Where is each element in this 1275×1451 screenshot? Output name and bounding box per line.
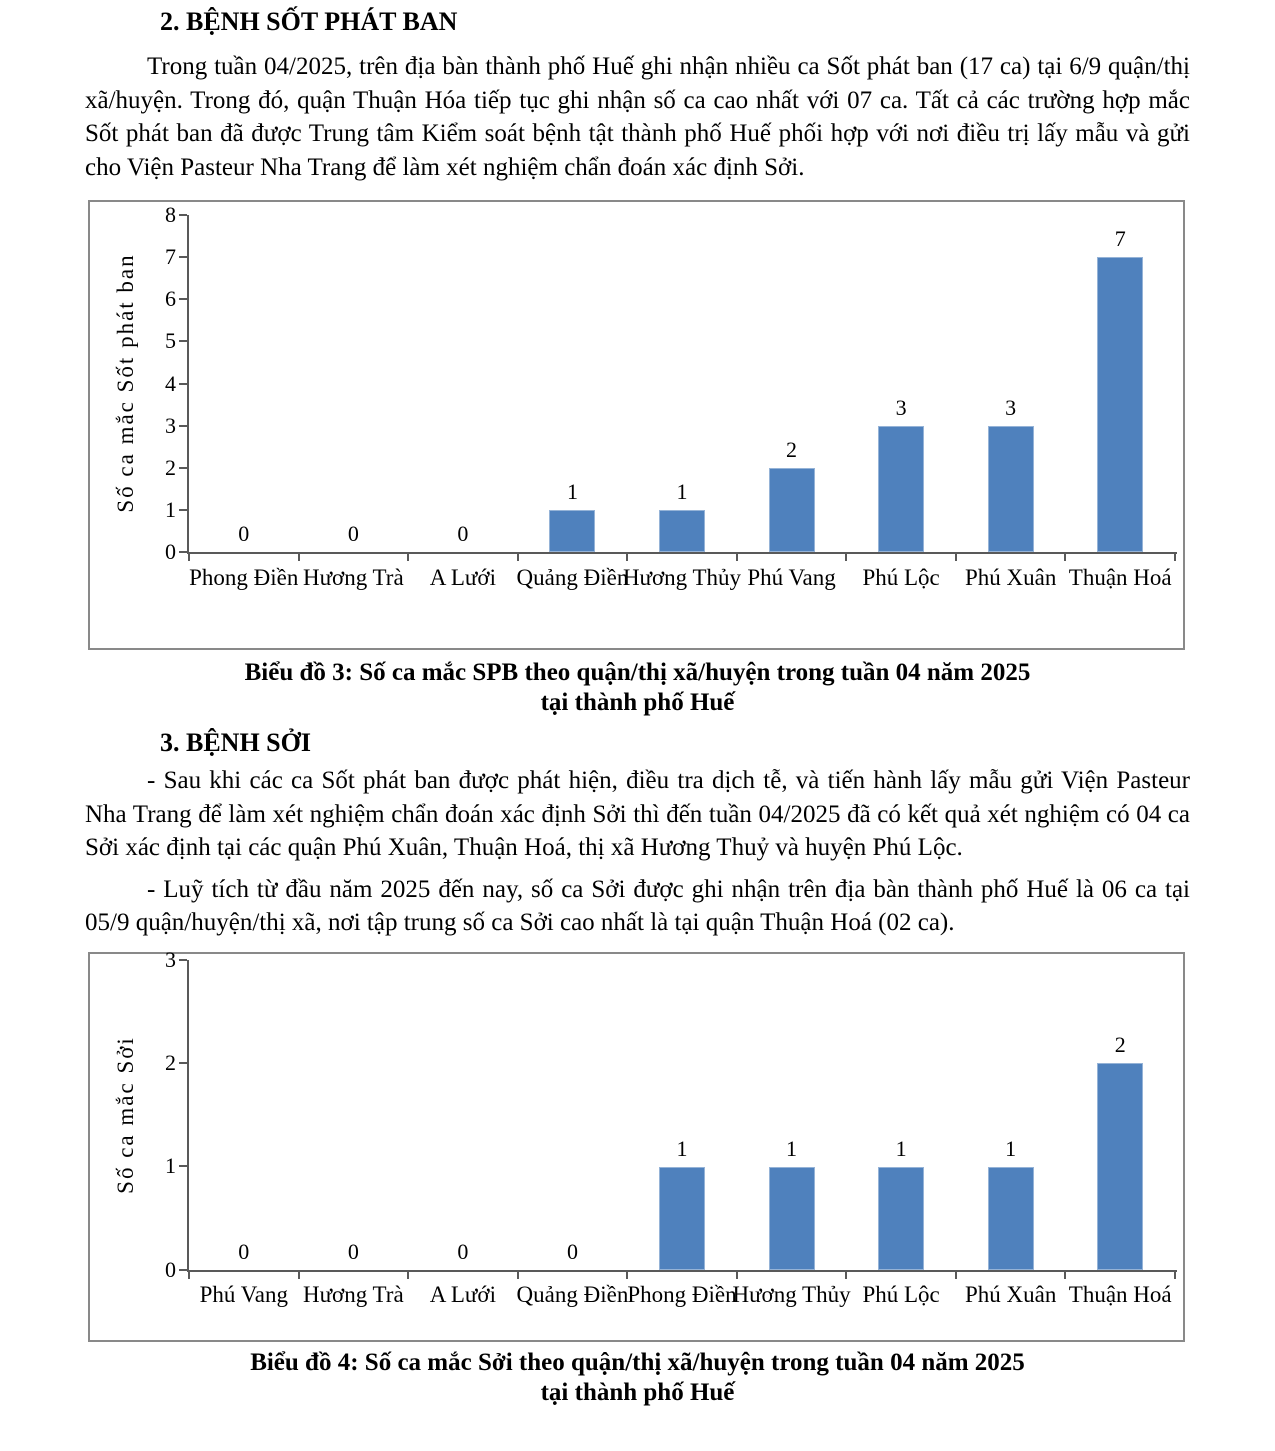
section-heading-soi: 3. BỆNH SỞI (160, 728, 311, 757)
chart-3-caption-line1: Biểu đồ 3: Số ca mắc SPB theo quận/thị xã/huyện trong tuần 04 năm 2025 (244, 659, 1031, 686)
x-tick (626, 1272, 628, 1279)
y-tick (179, 1062, 187, 1064)
y-axis-title: Số ca mắc Sởi (113, 1035, 138, 1194)
y-tick-label: 3 (165, 412, 176, 438)
y-tick (179, 1165, 187, 1167)
chart-4-caption-line2: tại thành phố Huế (540, 1378, 735, 1406)
chart-3-caption-line2: tại thành phố Huế (540, 689, 735, 716)
x-tick (1174, 1272, 1176, 1279)
bar-value-label: 1 (566, 479, 578, 504)
bar (1097, 1063, 1143, 1270)
category-label: Phú Lộc (862, 565, 940, 590)
y-tick-label: 1 (165, 496, 176, 522)
y-tick-label: 0 (165, 1256, 176, 1282)
category-label: Phú Xuân (964, 565, 1057, 590)
category-label: Hương Thủy (732, 1281, 851, 1307)
x-tick (1064, 1272, 1066, 1279)
x-tick (517, 1272, 519, 1279)
y-tick-label: 5 (165, 328, 176, 354)
chart-plot-area (90, 946, 1183, 1340)
bar-value-label: 1 (676, 1135, 688, 1161)
category-label: Hương Trà (302, 1281, 404, 1307)
y-tick-label: 0 (165, 539, 176, 564)
y-tick (179, 509, 187, 511)
category-label: A Lưới (429, 1281, 496, 1307)
chart-spb-by-district (88, 200, 1185, 650)
category-label: Phong Điền (189, 565, 299, 590)
y-tick (179, 959, 187, 961)
x-tick (407, 1272, 409, 1279)
category-label: Phú Lộc (862, 1281, 940, 1307)
section-heading-sot-phat-ban: 2. BỆNH SỐT PHÁT BAN (160, 7, 458, 36)
chart-plot-area (90, 202, 1183, 648)
bar-value-label: 0 (566, 1238, 578, 1264)
x-tick (188, 1272, 190, 1279)
y-tick (179, 256, 187, 258)
bar-value-label: 1 (895, 1135, 907, 1161)
category-label: Hương Thủy (622, 565, 742, 590)
chart-3-caption (85, 658, 1190, 718)
chart-soi-by-district (88, 946, 1185, 1342)
category-label: A Lưới (429, 565, 496, 590)
x-tick (845, 554, 847, 561)
bar (769, 1167, 815, 1270)
y-tick (179, 383, 187, 385)
x-tick (736, 1272, 738, 1279)
bar-value-label: 0 (457, 521, 469, 546)
x-tick (1174, 554, 1176, 561)
bar-value-label: 3 (1005, 395, 1017, 420)
bar-value-label: 0 (457, 1238, 469, 1264)
bar (878, 426, 924, 552)
bar (1097, 257, 1143, 552)
x-tick (845, 1272, 847, 1279)
x-tick (626, 554, 628, 561)
x-axis-line (187, 552, 1177, 554)
bar-value-label: 1 (786, 1135, 798, 1161)
bar-value-label: 1 (1005, 1135, 1017, 1161)
y-tick-label: 2 (165, 454, 176, 480)
x-tick (298, 554, 300, 561)
y-tick (179, 425, 187, 427)
bar-value-label: 3 (895, 395, 907, 420)
y-tick (179, 467, 187, 469)
x-tick (1064, 554, 1066, 561)
y-tick-label: 8 (165, 202, 176, 227)
category-label: Phú Vang (747, 565, 836, 590)
bar-value-label: 0 (347, 1238, 359, 1264)
y-axis-title: Số ca mắc Sốt phát ban (113, 253, 138, 513)
category-label: Thuận Hoá (1068, 565, 1172, 590)
x-tick (407, 554, 409, 561)
category-label: Hương Trà (302, 565, 404, 590)
category-label: Phong Điền (627, 1281, 737, 1307)
x-tick (955, 1272, 957, 1279)
y-tick (179, 1269, 187, 1271)
y-tick-label: 7 (165, 244, 176, 270)
category-label: Quảng Điền (516, 1281, 629, 1307)
bar (988, 426, 1034, 552)
bar (988, 1167, 1034, 1270)
y-axis-line (187, 215, 189, 554)
chart-4-caption (85, 1348, 1190, 1408)
y-tick-label: 3 (165, 946, 176, 972)
category-label: Phú Vang (199, 1281, 288, 1307)
y-tick (179, 551, 187, 553)
bar-value-label: 0 (347, 521, 359, 546)
bar-value-label: 7 (1114, 226, 1126, 251)
bar-value-label: 0 (238, 1238, 250, 1264)
bar (769, 468, 815, 552)
category-label: Quảng Điền (516, 565, 629, 590)
x-tick (517, 554, 519, 561)
x-tick (736, 554, 738, 561)
y-axis-line (187, 960, 189, 1272)
bar (878, 1167, 924, 1270)
paragraph-soi-1: - Sau khi các ca Sốt phát ban được phát hiện, điều tra dịch tễ, và tiến hành lấy mẫu gửi Viện Pasteur Nha Trang để làm xét nghiệm chẩn đoán xác định Sởi thì đến tuần 04/2025 đã có kết quả xét nghiệm có 04 ca Sởi xác định tại các quận Phú Xuân, Thuận Hoá, thị xã Hương Thuỷ và huyện Phú Lộc. (85, 767, 1190, 861)
bar (549, 510, 595, 552)
x-tick (955, 554, 957, 561)
bar-value-label: 2 (1114, 1031, 1126, 1057)
x-tick (298, 1272, 300, 1279)
paragraph-sot-phat-ban: Trong tuần 04/2025, trên địa bàn thành phố Huế ghi nhận nhiều ca Sốt phát ban (17 ca) tại 6/9 quận/thị xã/huyện. Trong đó, quận Thuận Hóa tiếp tục ghi nhận số ca cao nhất với 07 ca. Tất cả các trường hợp mắc Sốt phát ban đã được Trung tâm Kiểm soát bệnh tật thành phố Huế phối hợp với nơi điều trị lấy mẫu và gửi cho Viện Pasteur Nha Trang để làm xét nghiệm chẩn đoán xác định Sởi. (85, 53, 1190, 181)
y-tick (179, 298, 187, 300)
x-axis-line (187, 1270, 1177, 1272)
bar-value-label: 1 (676, 479, 688, 504)
y-tick-label: 6 (165, 286, 176, 312)
y-tick-label: 1 (165, 1153, 176, 1179)
category-label: Thuận Hoá (1068, 1281, 1172, 1307)
y-tick-label: 4 (165, 370, 176, 396)
chart-4-caption-line1: Biểu đồ 4: Số ca mắc Sởi theo quận/thị xã/huyện trong tuần 04 năm 2025 (250, 1348, 1025, 1376)
y-tick (179, 340, 187, 342)
x-tick (188, 554, 190, 561)
y-tick-label: 2 (165, 1049, 176, 1075)
bar-value-label: 0 (238, 521, 250, 546)
y-tick (179, 214, 187, 216)
paragraph-soi-2: - Luỹ tích từ đầu năm 2025 đến nay, số ca Sởi được ghi nhận trên địa bàn thành phố Huế là 06 ca tại 05/9 quận/huyện/thị xã, nơi tập trung số ca Sởi cao nhất là tại quận Thuận Hoá (02 ca). (85, 875, 1190, 936)
category-label: Phú Xuân (964, 1281, 1057, 1307)
bar (659, 1167, 705, 1270)
bar (659, 510, 705, 552)
bar-value-label: 2 (786, 437, 798, 462)
